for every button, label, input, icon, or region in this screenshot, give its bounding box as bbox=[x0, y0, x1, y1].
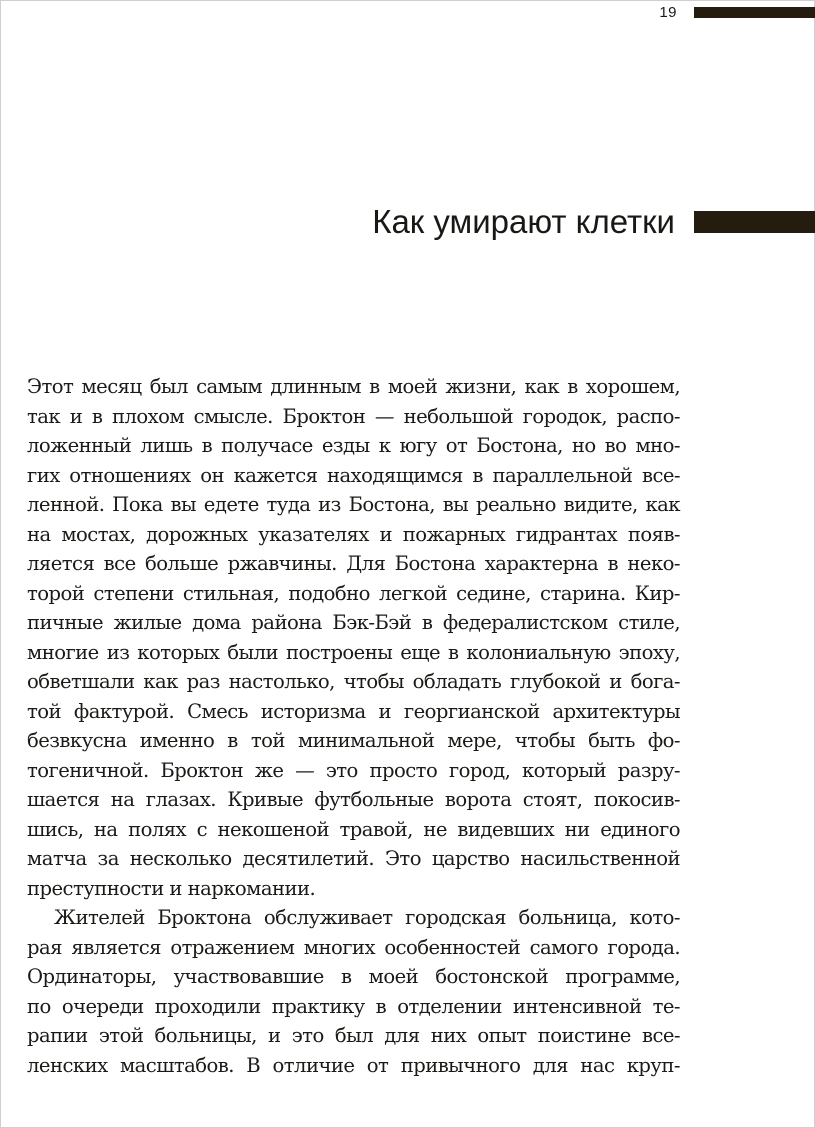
chapter-title: Как умирают клетки bbox=[372, 203, 675, 240]
page-number: 19 bbox=[659, 4, 677, 21]
text-line: шается на глазах. Кривые футбольные ворота стоят, покосив- bbox=[27, 788, 680, 811]
title-accent-bar bbox=[694, 211, 815, 233]
text-line: матча за несколько десятилетий. Это царство насильственной bbox=[27, 847, 680, 870]
text-line: шись, на полях с некошеной травой, не видевших ни единого bbox=[27, 817, 680, 841]
text-line: ляется все больше ржавчины. Для Бостона характерна в неко- bbox=[27, 552, 680, 575]
paragraph-1 bbox=[27, 372, 680, 903]
text-line: Этот месяц был самым длинным в моей жизни, как в хорошем, bbox=[27, 375, 680, 398]
text-line: Жителей Броктона обслуживает городская больница, кото- bbox=[54, 906, 680, 929]
text-line: многие из которых были построены еще в колониальную эпоху, bbox=[27, 640, 680, 664]
text-line: ленских масштабов. В отличие от привычного для нас круп- bbox=[27, 1053, 680, 1077]
paragraph-2 bbox=[27, 903, 680, 1080]
text-line: безвкусна именно в той минимальной мере, чтобы быть фо- bbox=[27, 729, 680, 752]
text-line: пичные жилые дома района Бэк-Бэй в федералистском стиле, bbox=[27, 611, 680, 634]
text-line: гих отношениях он кажется находящимся в параллельной все- bbox=[27, 463, 680, 487]
text-line: Ординаторы, участвовавшие в моей бостонской программе, bbox=[27, 965, 680, 988]
text-line: по очереди проходили практику в отделении интенсивной те- bbox=[27, 994, 680, 1018]
text-line: преступности и наркомании. bbox=[27, 876, 316, 900]
text-line: рая является отражением многих особенностей самого города. bbox=[27, 935, 680, 959]
text-line: ленной. Пока вы едете туда из Бостона, вы реально видите, как bbox=[27, 493, 680, 516]
body-text bbox=[27, 372, 680, 1080]
text-line: рапии этой больницы, и это был для них опыт поистине все- bbox=[27, 1024, 680, 1047]
text-line: тогеничной. Броктон же — это просто город, который разру- bbox=[27, 758, 680, 782]
text-line: торой степени стильная, подобно легкой седине, старина. Кир- bbox=[27, 581, 680, 605]
text-line: так и в плохом смысле. Броктон — небольшой городок, распо- bbox=[27, 404, 680, 428]
text-line: на мостах, дорожных указателях и пожарных гидрантах появ- bbox=[27, 522, 680, 546]
header-accent-bar bbox=[694, 7, 815, 18]
text-line: обветшали как раз настолько, чтобы обладать глубокой и бога- bbox=[27, 670, 680, 693]
text-line: той фактурой. Смесь историзма и георгианской архитектуры bbox=[27, 699, 680, 723]
text-line: ложенный лишь в получасе езды к югу от Бостона, но во мно- bbox=[27, 434, 680, 457]
